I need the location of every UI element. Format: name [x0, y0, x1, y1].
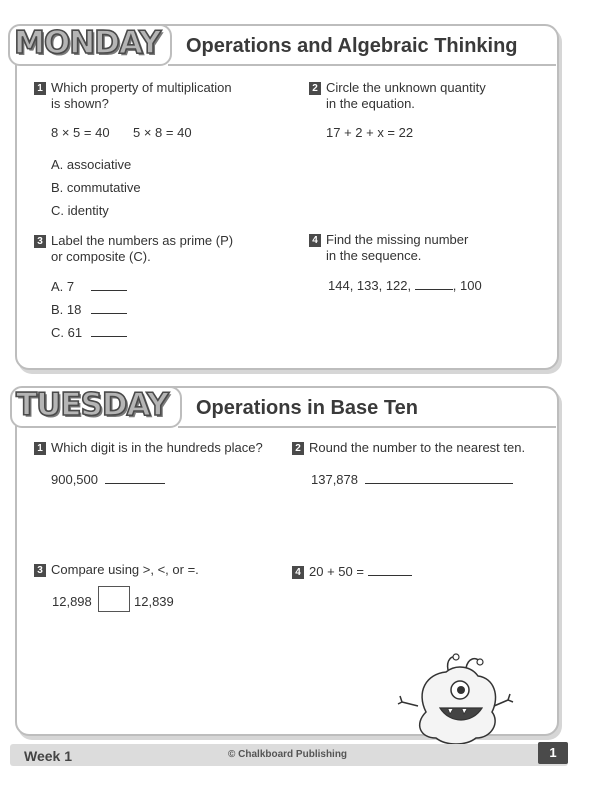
monday-q1-equation-1: 8 × 5 = 40 [51, 125, 110, 140]
monday-q2-prompt [309, 80, 486, 112]
tuesday-q1-number [51, 471, 165, 487]
monday-q3-item-c [51, 324, 127, 340]
page-footer [0, 740, 599, 800]
tuesday-q3-left-number: 12,898 [52, 594, 92, 609]
monday-q3-prompt [34, 233, 233, 265]
monday-q4-prompt-line2: in the sequence. [326, 248, 422, 263]
question-number-badge: 2 [292, 442, 304, 455]
tuesday-day-title: TUESDAY [16, 387, 169, 423]
tuesday-q2-number [311, 471, 513, 487]
page-number: 1 [538, 742, 568, 764]
question-number-badge: 2 [309, 82, 321, 95]
answer-blank[interactable] [91, 301, 127, 314]
tuesday-q1-prompt-text: Which digit is in the hundreds place? [51, 440, 263, 455]
monday-q2-prompt-line2: in the equation. [326, 96, 415, 111]
monday-q3-item-b [51, 301, 127, 317]
monday-day-title: MONDAY [14, 25, 161, 61]
tuesday-q3-prompt-text: Compare using >, <, or =. [51, 562, 199, 577]
monday-q3-item-b-label: B. 18 [51, 302, 82, 317]
monday-topic-title: Operations and Algebraic Thinking [186, 35, 518, 57]
copyright-text: © Chalkboard Publishing [228, 749, 348, 760]
compare-answer-box[interactable] [98, 586, 130, 612]
monday-q2-equation: 17 + 2 + x = 22 [326, 125, 414, 140]
monday-q4-sequence [328, 277, 482, 293]
monday-q3-prompt-line2: or composite (C). [51, 249, 151, 264]
question-number-badge: 1 [34, 82, 46, 95]
tuesday-q3-prompt [34, 562, 199, 578]
tuesday-q4-prompt [292, 563, 412, 580]
monday-q4-prompt [309, 232, 468, 264]
question-number-badge: 3 [34, 564, 46, 577]
monday-q1-option-c[interactable]: C. identity [51, 203, 109, 218]
monday-q3-prompt-line1: Label the numbers as prime (P) [51, 233, 234, 248]
monday-q3-item-a-label: A. 7 [51, 279, 75, 294]
monday-panel [15, 24, 559, 370]
monday-q4-sequence-end: , 100 [452, 278, 482, 293]
monday-q4-sequence-start: 144, 133, 122, [328, 278, 412, 293]
tuesday-topic-title: Operations in Base Ten [196, 397, 418, 419]
monday-q4-prompt-line1: Find the missing number [326, 232, 469, 247]
tuesday-q1-prompt [34, 440, 263, 456]
monday-q3-item-a [51, 278, 127, 294]
question-number-badge: 4 [309, 234, 321, 247]
monday-q1-option-a[interactable]: A. associative [51, 157, 132, 172]
tuesday-header-divider [178, 426, 556, 428]
tuesday-q4-prompt-text: 20 + 50 = [309, 564, 364, 579]
monday-header-divider [168, 64, 556, 66]
monday-q1-equation-2: 5 × 8 = 40 [133, 125, 192, 140]
monster-mascot-illustration [396, 652, 516, 748]
answer-blank[interactable] [105, 471, 165, 484]
monday-q1-option-b[interactable]: B. commutative [51, 180, 141, 195]
answer-blank[interactable] [365, 471, 513, 484]
monday-q1-prompt-line1: Which property of multiplication [51, 80, 232, 95]
tuesday-q1-value: 900,500 [51, 472, 98, 487]
tuesday-q2-prompt [292, 440, 525, 456]
monday-q3-item-c-label: C. 61 [51, 325, 83, 340]
answer-blank[interactable] [368, 563, 412, 576]
answer-blank[interactable] [91, 278, 127, 291]
question-number-badge: 3 [34, 235, 46, 248]
tuesday-q3-right-number: 12,839 [134, 594, 174, 609]
tuesday-q2-value: 137,878 [311, 472, 358, 487]
answer-blank[interactable] [91, 324, 127, 337]
tuesday-q2-prompt-text: Round the number to the nearest ten. [309, 440, 526, 455]
monday-q2-prompt-line1: Circle the unknown quantity [326, 80, 486, 95]
monday-q1-prompt-line2: is shown? [51, 96, 109, 111]
week-label: Week 1 [24, 748, 72, 764]
answer-blank[interactable] [415, 277, 453, 290]
monday-q1-prompt [34, 80, 232, 112]
question-number-badge: 1 [34, 442, 46, 455]
question-number-badge: 4 [292, 566, 304, 579]
